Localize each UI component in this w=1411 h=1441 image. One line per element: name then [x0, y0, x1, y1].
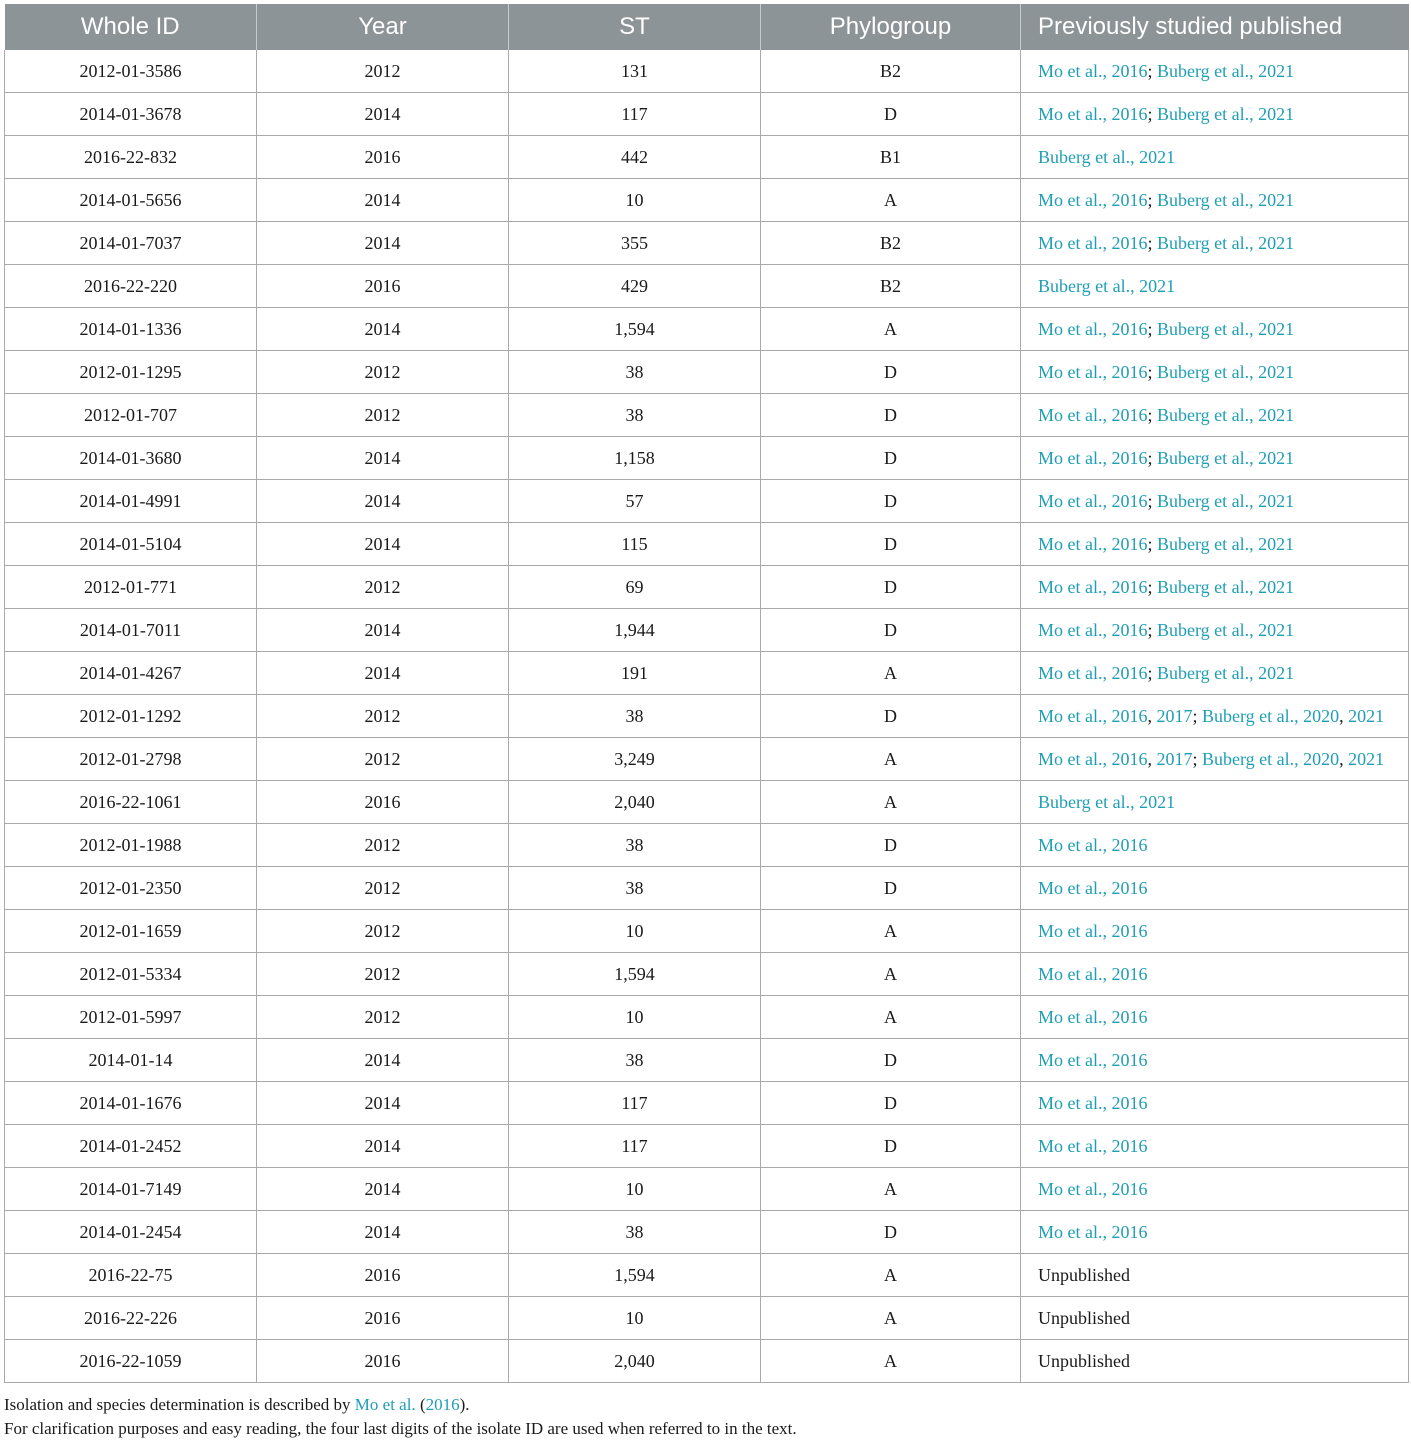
cell-phylogroup: A — [761, 179, 1021, 222]
reference-text: ; — [1147, 189, 1158, 210]
cell-previously-published — [1021, 222, 1409, 265]
cell-st: 2,040 — [509, 781, 761, 824]
cell-phylogroup: A — [761, 781, 1021, 824]
cell-whole-id: 2016-22-1059 — [5, 1340, 257, 1383]
cell-phylogroup: A — [761, 1254, 1021, 1297]
cell-whole-id: 2014-01-7011 — [5, 609, 257, 652]
cell-previously-published — [1021, 609, 1409, 652]
reference-text: ; — [1147, 619, 1158, 640]
reference-link[interactable]: Mo et al., 2016 — [1038, 1135, 1148, 1156]
table-row — [5, 996, 1409, 1039]
reference-link[interactable]: Buberg et al., 2021 — [1157, 576, 1295, 597]
table-row — [5, 136, 1409, 179]
reference-link[interactable]: Mo et al., 2016 — [1038, 1006, 1148, 1027]
cell-whole-id: 2012-01-5334 — [5, 953, 257, 996]
cell-phylogroup: D — [761, 1125, 1021, 1168]
reference-text: Unpublished — [1038, 1307, 1130, 1328]
reference-text: Unpublished — [1038, 1350, 1130, 1371]
cell-phylogroup: B2 — [761, 50, 1021, 93]
header-year: Year — [257, 4, 509, 50]
table-row — [5, 1039, 1409, 1082]
cell-phylogroup: D — [761, 93, 1021, 136]
cell-year: 2016 — [257, 265, 509, 308]
cell-whole-id: 2012-01-2350 — [5, 867, 257, 910]
cell-previously-published — [1021, 824, 1409, 867]
cell-st: 117 — [509, 1082, 761, 1125]
cell-phylogroup: A — [761, 1340, 1021, 1383]
cell-year: 2014 — [257, 609, 509, 652]
cell-previously-published — [1021, 1297, 1409, 1340]
reference-text: , — [1147, 705, 1157, 726]
reference-link[interactable]: Mo et al., 2016 — [1038, 1049, 1148, 1070]
isolate-table — [4, 4, 1409, 1383]
cell-st: 57 — [509, 480, 761, 523]
reference-link[interactable]: Mo et al., 2016 — [1038, 189, 1148, 210]
cell-whole-id: 2012-01-5997 — [5, 996, 257, 1039]
cell-year: 2012 — [257, 351, 509, 394]
cell-phylogroup: A — [761, 738, 1021, 781]
cell-st: 117 — [509, 1125, 761, 1168]
cell-year: 2014 — [257, 523, 509, 566]
reference-link[interactable]: Buberg et al., 2021 — [1157, 533, 1295, 554]
table-row — [5, 738, 1409, 781]
cell-year: 2014 — [257, 1168, 509, 1211]
cell-previously-published — [1021, 695, 1409, 738]
cell-whole-id: 2014-01-1676 — [5, 1082, 257, 1125]
cell-st: 3,249 — [509, 738, 761, 781]
isolate-table-container — [4, 4, 1408, 1383]
cell-whole-id: 2012-01-771 — [5, 566, 257, 609]
cell-st: 38 — [509, 1211, 761, 1254]
cell-phylogroup: D — [761, 695, 1021, 738]
cell-whole-id: 2016-22-832 — [5, 136, 257, 179]
cell-st: 429 — [509, 265, 761, 308]
reference-link[interactable]: Mo et al., 2016 — [1038, 490, 1148, 511]
cell-phylogroup: D — [761, 609, 1021, 652]
cell-whole-id: 2014-01-7149 — [5, 1168, 257, 1211]
cell-phylogroup: B2 — [761, 265, 1021, 308]
cell-previously-published — [1021, 996, 1409, 1039]
cell-phylogroup: A — [761, 652, 1021, 695]
cell-st: 2,040 — [509, 1340, 761, 1383]
cell-year: 2014 — [257, 1082, 509, 1125]
table-row — [5, 824, 1409, 867]
cell-previously-published — [1021, 50, 1409, 93]
cell-phylogroup: D — [761, 437, 1021, 480]
cell-previously-published — [1021, 1254, 1409, 1297]
cell-st: 1,594 — [509, 308, 761, 351]
cell-st: 1,594 — [509, 1254, 761, 1297]
cell-st: 10 — [509, 179, 761, 222]
table-row — [5, 50, 1409, 93]
cell-st: 10 — [509, 910, 761, 953]
cell-previously-published — [1021, 566, 1409, 609]
reference-link[interactable]: Buberg et al., 2021 — [1157, 662, 1295, 683]
reference-text: ; — [1147, 232, 1158, 253]
cell-st: 131 — [509, 50, 761, 93]
cell-whole-id: 2014-01-4991 — [5, 480, 257, 523]
table-row — [5, 308, 1409, 351]
header-st: ST — [509, 4, 761, 50]
cell-whole-id: 2016-22-220 — [5, 265, 257, 308]
cell-previously-published — [1021, 910, 1409, 953]
reference-link[interactable]: Buberg et al., 2021 — [1157, 404, 1295, 425]
cell-st: 191 — [509, 652, 761, 695]
cell-previously-published — [1021, 265, 1409, 308]
table-row — [5, 1082, 1409, 1125]
reference-link[interactable]: Buberg et al., 2021 — [1157, 60, 1295, 81]
cell-st: 355 — [509, 222, 761, 265]
table-row — [5, 394, 1409, 437]
reference-text: ; — [1147, 404, 1158, 425]
reference-text: ; — [1147, 60, 1158, 81]
table-row — [5, 480, 1409, 523]
cell-whole-id: 2014-01-14 — [5, 1039, 257, 1082]
reference-link[interactable]: Mo et al., 2016 — [1038, 576, 1148, 597]
reference-text: ; — [1147, 447, 1158, 468]
header-phylogroup: Phylogroup — [761, 4, 1021, 50]
reference-text: , — [1147, 748, 1157, 769]
cell-previously-published — [1021, 1039, 1409, 1082]
reference-link[interactable]: Mo et al., 2016 — [1038, 1178, 1148, 1199]
reference-link[interactable]: Buberg et al., 2021 — [1038, 146, 1176, 167]
table-body — [5, 50, 1409, 1383]
cell-year: 2012 — [257, 695, 509, 738]
cell-year: 2012 — [257, 50, 509, 93]
cell-year: 2012 — [257, 910, 509, 953]
footnote-text: ). — [459, 1395, 470, 1414]
table-row — [5, 1297, 1409, 1340]
cell-year: 2014 — [257, 93, 509, 136]
reference-link[interactable]: Buberg et al., 2021 — [1157, 619, 1295, 640]
footnote-text: Isolation and species determination is described by — [4, 1395, 355, 1414]
cell-previously-published — [1021, 1125, 1409, 1168]
cell-phylogroup: A — [761, 1168, 1021, 1211]
cell-whole-id: 2012-01-1659 — [5, 910, 257, 953]
cell-st: 1,158 — [509, 437, 761, 480]
table-row — [5, 1340, 1409, 1383]
reference-link[interactable]: Mo et al., 2016 — [1038, 705, 1148, 726]
cell-year: 2016 — [257, 1254, 509, 1297]
cell-year: 2012 — [257, 394, 509, 437]
cell-st: 117 — [509, 93, 761, 136]
reference-link[interactable]: Mo et al., 2016 — [1038, 404, 1148, 425]
cell-previously-published — [1021, 480, 1409, 523]
cell-st: 1,594 — [509, 953, 761, 996]
cell-previously-published — [1021, 308, 1409, 351]
reference-link[interactable]: Buberg et al., 2021 — [1038, 791, 1176, 812]
reference-link[interactable]: 2017 — [1156, 705, 1193, 726]
cell-phylogroup: B2 — [761, 222, 1021, 265]
cell-phylogroup: D — [761, 824, 1021, 867]
table-row — [5, 523, 1409, 566]
reference-link[interactable]: Mo et al., 2016 — [1038, 963, 1148, 984]
reference-link[interactable]: Buberg et al., 2021 — [1157, 490, 1295, 511]
cell-phylogroup: D — [761, 480, 1021, 523]
cell-whole-id: 2014-01-5104 — [5, 523, 257, 566]
cell-year: 2016 — [257, 781, 509, 824]
table-row — [5, 1125, 1409, 1168]
table-row — [5, 93, 1409, 136]
reference-text: ; — [1147, 103, 1158, 124]
table-row — [5, 652, 1409, 695]
cell-whole-id: 2016-22-1061 — [5, 781, 257, 824]
cell-year: 2014 — [257, 652, 509, 695]
table-row — [5, 566, 1409, 609]
cell-whole-id: 2012-01-707 — [5, 394, 257, 437]
cell-whole-id: 2014-01-1336 — [5, 308, 257, 351]
reference-link[interactable]: Mo et al., 2016 — [1038, 834, 1148, 855]
cell-year: 2014 — [257, 222, 509, 265]
reference-link[interactable]: 2017 — [1156, 748, 1193, 769]
cell-year: 2012 — [257, 953, 509, 996]
cell-year: 2016 — [257, 1340, 509, 1383]
cell-year: 2016 — [257, 136, 509, 179]
cell-year: 2014 — [257, 308, 509, 351]
header-whole-id: Whole ID — [5, 4, 257, 50]
cell-phylogroup: A — [761, 308, 1021, 351]
reference-link[interactable]: Buberg et al., 2021 — [1157, 447, 1295, 468]
cell-phylogroup: A — [761, 953, 1021, 996]
cell-whole-id: 2014-01-5656 — [5, 179, 257, 222]
reference-text: ; — [1147, 490, 1158, 511]
footnote-clarification — [4, 1417, 1404, 1441]
cell-year: 2014 — [257, 1211, 509, 1254]
cell-previously-published — [1021, 437, 1409, 480]
cell-previously-published — [1021, 351, 1409, 394]
table-header-row — [5, 4, 1409, 50]
cell-previously-published — [1021, 867, 1409, 910]
cell-whole-id: 2012-01-2798 — [5, 738, 257, 781]
cell-st: 38 — [509, 394, 761, 437]
cell-previously-published — [1021, 394, 1409, 437]
table-row — [5, 609, 1409, 652]
reference-link[interactable]: Mo et al., 2016 — [1038, 1221, 1148, 1242]
reference-link[interactable]: Buberg et al., 2021 — [1157, 318, 1295, 339]
reference-link[interactable]: Mo et al., 2016 — [1038, 920, 1148, 941]
reference-text: ; — [1192, 748, 1203, 769]
reference-link[interactable]: 2021 — [1348, 748, 1385, 769]
cell-whole-id: 2016-22-226 — [5, 1297, 257, 1340]
cell-phylogroup: D — [761, 523, 1021, 566]
reference-text: , — [1339, 705, 1349, 726]
reference-link[interactable]: Buberg et al., 2021 — [1157, 361, 1295, 382]
table-row — [5, 265, 1409, 308]
table-row — [5, 437, 1409, 480]
table-row — [5, 781, 1409, 824]
reference-link[interactable]: Mo et al., 2016 — [1038, 103, 1148, 124]
reference-text: ; — [1147, 662, 1158, 683]
reference-link[interactable]: Mo et al., 2016 — [1038, 877, 1148, 898]
cell-year: 2016 — [257, 1297, 509, 1340]
cell-previously-published — [1021, 781, 1409, 824]
cell-year: 2014 — [257, 1039, 509, 1082]
cell-st: 115 — [509, 523, 761, 566]
cell-previously-published — [1021, 1340, 1409, 1383]
table-row — [5, 222, 1409, 265]
cell-whole-id: 2014-01-4267 — [5, 652, 257, 695]
cell-whole-id: 2016-22-75 — [5, 1254, 257, 1297]
cell-previously-published — [1021, 136, 1409, 179]
reference-text: ; — [1147, 318, 1158, 339]
reference-link[interactable]: Buberg et al., 2021 — [1038, 275, 1176, 296]
reference-link[interactable]: 2021 — [1348, 705, 1385, 726]
cell-phylogroup: A — [761, 1297, 1021, 1340]
cell-st: 38 — [509, 867, 761, 910]
cell-phylogroup: D — [761, 351, 1021, 394]
cell-st: 38 — [509, 695, 761, 738]
table-row — [5, 1168, 1409, 1211]
cell-whole-id: 2014-01-2454 — [5, 1211, 257, 1254]
table-row — [5, 953, 1409, 996]
cell-year: 2014 — [257, 1125, 509, 1168]
cell-phylogroup: D — [761, 867, 1021, 910]
cell-whole-id: 2012-01-1295 — [5, 351, 257, 394]
footnote-isolation — [4, 1393, 1404, 1417]
cell-phylogroup: D — [761, 394, 1021, 437]
cell-st: 10 — [509, 1168, 761, 1211]
cell-whole-id: 2012-01-1988 — [5, 824, 257, 867]
reference-text: Unpublished — [1038, 1264, 1130, 1285]
reference-text: , — [1339, 748, 1349, 769]
cell-st: 38 — [509, 824, 761, 867]
cell-phylogroup: D — [761, 566, 1021, 609]
reference-link[interactable]: Buberg et al., 2020 — [1202, 748, 1340, 769]
cell-whole-id: 2014-01-2452 — [5, 1125, 257, 1168]
reference-link[interactable]: Mo et al., 2016 — [1038, 447, 1148, 468]
cell-phylogroup: D — [761, 1211, 1021, 1254]
cell-previously-published — [1021, 1168, 1409, 1211]
cell-previously-published — [1021, 738, 1409, 781]
cell-st: 1,944 — [509, 609, 761, 652]
cell-year: 2014 — [257, 179, 509, 222]
cell-phylogroup: D — [761, 1039, 1021, 1082]
reference-link[interactable]: Mo et al., 2016 — [1038, 361, 1148, 382]
cell-phylogroup: B1 — [761, 136, 1021, 179]
table-row — [5, 695, 1409, 738]
reference-link[interactable]: Mo et al., 2016 — [1038, 60, 1148, 81]
cell-whole-id: 2014-01-7037 — [5, 222, 257, 265]
table-row — [5, 1254, 1409, 1297]
reference-text: ; — [1147, 361, 1158, 382]
reference-link[interactable]: Mo et al., 2016 — [1038, 1092, 1148, 1113]
header-previously-published: Previously studied published — [1021, 4, 1409, 50]
cell-year: 2012 — [257, 824, 509, 867]
cell-whole-id: 2014-01-3678 — [5, 93, 257, 136]
cell-previously-published — [1021, 953, 1409, 996]
footnote-text: ( — [415, 1395, 426, 1414]
table-row — [5, 179, 1409, 222]
reference-link[interactable]: Buberg et al., 2020 — [1202, 705, 1340, 726]
reference-link[interactable]: Mo et al., 2016 — [1038, 533, 1148, 554]
cell-previously-published — [1021, 1082, 1409, 1125]
reference-link[interactable]: Mo et al., 2016 — [1038, 619, 1148, 640]
cell-whole-id: 2012-01-3586 — [5, 50, 257, 93]
cell-st: 38 — [509, 351, 761, 394]
reference-link[interactable]: Mo et al., 2016 — [1038, 662, 1148, 683]
cell-year: 2012 — [257, 867, 509, 910]
table-row — [5, 910, 1409, 953]
table-footnotes — [4, 1393, 1404, 1441]
reference-text: ; — [1147, 533, 1158, 554]
reference-link[interactable]: Mo et al., 2016 — [1038, 232, 1148, 253]
cell-previously-published — [1021, 179, 1409, 222]
cell-previously-published — [1021, 93, 1409, 136]
cell-previously-published — [1021, 1211, 1409, 1254]
table-row — [5, 1211, 1409, 1254]
cell-st: 10 — [509, 996, 761, 1039]
cell-year: 2012 — [257, 738, 509, 781]
cell-whole-id: 2012-01-1292 — [5, 695, 257, 738]
cell-st: 69 — [509, 566, 761, 609]
footnote-reference-link[interactable]: 2016 — [425, 1395, 460, 1414]
cell-whole-id: 2014-01-3680 — [5, 437, 257, 480]
cell-year: 2012 — [257, 566, 509, 609]
cell-phylogroup: D — [761, 1082, 1021, 1125]
cell-year: 2012 — [257, 996, 509, 1039]
cell-st: 442 — [509, 136, 761, 179]
reference-link[interactable]: Buberg et al., 2021 — [1157, 189, 1295, 210]
reference-link[interactable]: Mo et al., 2016 — [1038, 318, 1148, 339]
cell-previously-published — [1021, 652, 1409, 695]
cell-phylogroup: A — [761, 910, 1021, 953]
cell-year: 2014 — [257, 437, 509, 480]
cell-previously-published — [1021, 523, 1409, 566]
reference-link[interactable]: Buberg et al., 2021 — [1157, 232, 1295, 253]
cell-year: 2014 — [257, 480, 509, 523]
table-row — [5, 351, 1409, 394]
table-row — [5, 867, 1409, 910]
reference-text: ; — [1147, 576, 1158, 597]
reference-text: ; — [1192, 705, 1203, 726]
reference-link[interactable]: Buberg et al., 2021 — [1157, 103, 1295, 124]
footnote-text: For clarification purposes and easy reading, the four last digits of the isolate ID are used when referred to in the text. — [4, 1419, 797, 1438]
reference-link[interactable]: Mo et al., 2016 — [1038, 748, 1148, 769]
footnote-reference-link[interactable]: Mo et al. — [354, 1395, 416, 1414]
cell-st: 10 — [509, 1297, 761, 1340]
cell-phylogroup: A — [761, 996, 1021, 1039]
cell-st: 38 — [509, 1039, 761, 1082]
